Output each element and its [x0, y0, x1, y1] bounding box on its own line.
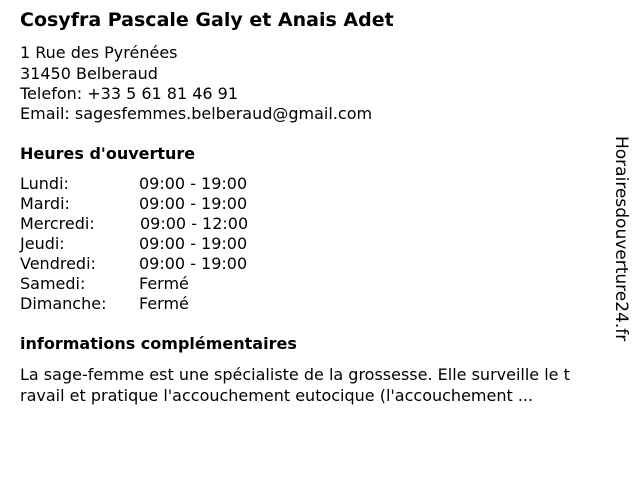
hours-value: 09:00 - 19:00	[139, 194, 248, 213]
hours-row-monday	[20, 174, 320, 194]
hours-row-wednesday	[20, 214, 320, 234]
additional-info-line-2: ravail et pratique l'accouchement eutocique (l'accouchement ...	[20, 386, 534, 405]
hours-row-thursday	[20, 234, 320, 254]
hours-value: 09:00 - 19:00	[139, 234, 248, 253]
hours-value: 09:00 - 12:00	[140, 214, 249, 233]
day-label: Vendredi:	[20, 254, 96, 273]
hours-row-sunday	[20, 294, 320, 314]
day-label: Samedi:	[20, 274, 86, 293]
additional-info-text	[20, 364, 620, 406]
hours-row-saturday	[20, 274, 320, 294]
hours-value: 09:00 - 19:00	[139, 254, 248, 273]
day-label: Mercredi:	[20, 214, 95, 233]
day-label: Mardi:	[20, 194, 70, 213]
address-street: 1 Rue des Pyrénées	[20, 43, 178, 62]
email-address: Email: sagesfemmes.belberaud@gmail.com	[20, 104, 373, 123]
address-city: 31450 Belberaud	[20, 64, 158, 83]
opening-hours-heading: Heures d'ouverture	[20, 144, 196, 163]
phone-number: Telefon: +33 5 61 81 46 91	[20, 84, 239, 103]
hours-row-tuesday	[20, 194, 320, 214]
business-name: Cosyfra Pascale Galy et Anais Adet	[20, 9, 394, 31]
additional-info-heading: informations complémentaires	[20, 334, 297, 353]
site-watermark: Horairesdouverture24.fr	[611, 136, 631, 342]
day-label: Jeudi:	[20, 234, 65, 253]
hours-value: Fermé	[139, 294, 189, 313]
opening-hours-list	[20, 174, 320, 314]
hours-value: 09:00 - 19:00	[139, 174, 248, 193]
hours-row-friday	[20, 254, 320, 274]
day-label: Lundi:	[20, 174, 69, 193]
hours-value: Fermé	[139, 274, 189, 293]
additional-info-line-1: La sage-femme est une spécialiste de la grossesse. Elle surveille le t	[20, 365, 570, 384]
day-label: Dimanche:	[20, 294, 107, 313]
